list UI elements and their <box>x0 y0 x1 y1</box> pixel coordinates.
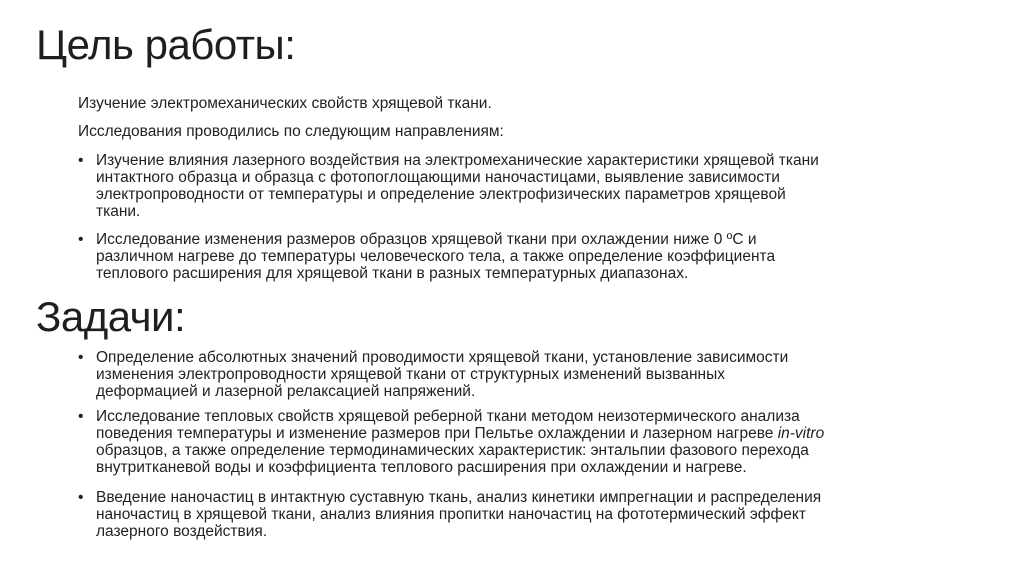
bullet-icon: • <box>78 349 84 366</box>
bullet-line: различном нагреве до температуры человеческого тела, а также определение коэффициента <box>96 248 776 265</box>
bullet-line-with-italic <box>96 425 824 442</box>
bullet-line: образцов, а также определение термодинамических характеристик: энтальпии фазового перехода <box>96 442 809 459</box>
bullet-icon: • <box>78 152 84 169</box>
bullet-line: Исследование изменения размеров образцов хрящевой ткани при охлаждении ниже 0 ºС и <box>96 231 757 248</box>
bullet-item <box>78 152 819 220</box>
bullet-line: наночастиц в хрящевой ткани, анализ влияния пропитки наночастиц на фототермический эффект <box>96 506 806 523</box>
paragraph: Исследования проводились по следующим направлениям: <box>78 123 504 140</box>
bullet-item <box>78 231 775 282</box>
bullet-line: ткани. <box>96 203 141 220</box>
italic-term: in-vitro <box>777 425 825 442</box>
bullet-line: Исследование тепловых свойств хрящевой реберной ткани методом неизотермического анализа <box>96 408 800 425</box>
bullet-line: изменения электропроводности хрящевой ткани от структурных изменений вызванных <box>96 366 725 383</box>
bullet-line: Введение наночастиц в интактную суставную ткань, анализ кинетики импрегнации и распределения <box>96 489 822 506</box>
bullet-line: деформацией и лазерной релаксацией напряжений. <box>96 383 476 400</box>
bullet-line: теплового расширения для хрящевой ткани в разных температурных диапазонах. <box>96 265 689 282</box>
paragraph: Изучение электромеханических свойств хрящевой ткани. <box>78 95 492 112</box>
bullet-line: лазерного воздействия. <box>96 523 268 540</box>
bullet-icon: • <box>78 408 84 425</box>
bullet-icon: • <box>78 231 84 248</box>
bullet-item <box>78 489 821 540</box>
bullet-icon: • <box>78 489 84 506</box>
section-title-goal: Цель работы: <box>36 21 296 68</box>
bullet-line-text: поведения температуры и изменение размеров при Пельтье охлаждении и лазерном нагреве <box>96 425 778 442</box>
bullet-line: внутритканевой воды и коэффициента теплового расширения при охлаждении и нагреве. <box>96 459 747 476</box>
section-title-tasks: Задачи: <box>36 293 186 340</box>
bullet-item <box>78 408 824 476</box>
bullet-line: Определение абсолютных значений проводимости хрящевой ткани, установление зависимости <box>96 349 789 366</box>
bullet-line: Изучение влияния лазерного воздействия на электромеханические характеристики хрящевой ткани <box>96 152 819 169</box>
bullet-item <box>78 349 788 400</box>
bullet-line: интактного образца и образца с фотопоглощающими наночастицами, выявление зависимости <box>96 169 780 186</box>
bullet-line: электропроводности от температуры и определение электрофизических параметров хрящевой <box>96 186 786 203</box>
